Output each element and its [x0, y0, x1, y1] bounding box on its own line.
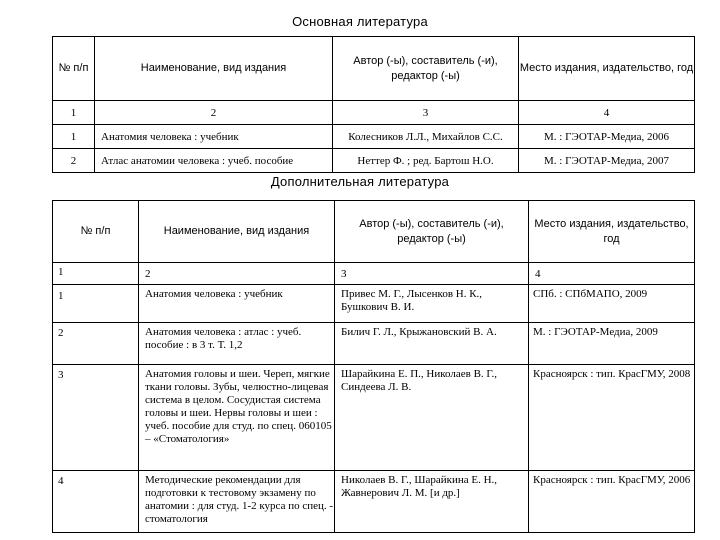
row-num: 1 [53, 125, 95, 149]
row-author: Колесников Л.Л., Михайлов С.С. [333, 125, 519, 149]
row-name: Анатомия головы и шеи. Череп, мягкие ткани головы. Зубы, челюстно-лицевая система в целом. Сосудистая система головы и шеи. Нервы головы и шеи : учеб. пособие для студ. по спец. 060105 – «Стоматология» [139, 365, 335, 471]
main-literature-title: Основная литература [292, 14, 428, 29]
header-name: Наименование, вид издания [95, 37, 333, 101]
row-author: Билич Г. Л., Крыжановский В. А. [335, 323, 529, 365]
header-author: Автор (-ы), составитель (-и), редактор (-ы) [335, 201, 529, 263]
table-row [53, 471, 695, 533]
header-num: № п/п [53, 201, 139, 263]
row-num: 1 [58, 290, 64, 302]
column-number: 4 [519, 101, 695, 125]
table-row [53, 149, 695, 173]
column-number: 2 [139, 263, 335, 285]
column-number: 1 [58, 266, 64, 278]
row-author: Шарайкина Е. П., Николаев В. Г., Синдеева Л. В. [335, 365, 529, 471]
row-author: Привес М. Г., Лысенков Н. К., Бушкович В. И. [335, 285, 529, 323]
row-name: Анатомия человека : атлас : учеб. пособие : в 3 т. Т. 1,2 [139, 323, 335, 365]
row-place: СПб. : СПбМАПО, 2009 [529, 285, 695, 323]
table-header-row [53, 37, 695, 101]
row-name: Методические рекомендации для подготовки к тестовому экзамену по анатомии : для студ. 1-2 курса по спец. - стоматология [139, 471, 335, 533]
header-place: Место издания, издательство, год [519, 37, 695, 101]
row-place: М. : ГЭОТАР-Медиа, 2007 [519, 149, 695, 173]
row-place: Красноярск : тип. КрасГМУ, 2008 [529, 365, 695, 471]
header-num: № п/п [53, 37, 95, 101]
row-num: 3 [58, 369, 64, 381]
header-place: Место издания, издательство, год [529, 201, 695, 263]
table-row [53, 323, 695, 365]
additional-literature-title: Дополнительная литература [270, 174, 450, 189]
table-header-row [53, 201, 695, 263]
row-place: Красноярск : тип. КрасГМУ, 2006 [529, 471, 695, 533]
additional-literature-table [52, 200, 695, 533]
header-author: Автор (-ы), составитель (-и), редактор (-ы) [333, 37, 519, 101]
row-place: М. : ГЭОТАР-Медиа, 2009 [529, 323, 695, 365]
main-literature-table [52, 36, 695, 173]
column-number: 3 [333, 101, 519, 125]
column-number: 4 [529, 263, 695, 285]
table-row [53, 365, 695, 471]
row-author: Николаев В. Г., Шарайкина Е. Н., Жавнерович Л. М. [и др.] [335, 471, 529, 533]
row-num: 2 [58, 327, 64, 339]
column-number-row [53, 101, 695, 125]
table-row [53, 285, 695, 323]
column-number: 1 [53, 101, 95, 125]
row-author: Неттер Ф. ; ред. Бартош Н.О. [333, 149, 519, 173]
row-name: Анатомия человека : учебник [95, 125, 333, 149]
header-name: Наименование, вид издания [139, 201, 335, 263]
column-number-row [53, 263, 695, 285]
row-num: 4 [58, 475, 64, 487]
row-num: 2 [53, 149, 95, 173]
row-place: М. : ГЭОТАР-Медиа, 2006 [519, 125, 695, 149]
table-row [53, 125, 695, 149]
row-name: Атлас анатомии человека : учеб. пособие [95, 149, 333, 173]
column-number: 2 [95, 101, 333, 125]
row-name: Анатомия человека : учебник [139, 285, 335, 323]
column-number: 3 [335, 263, 529, 285]
